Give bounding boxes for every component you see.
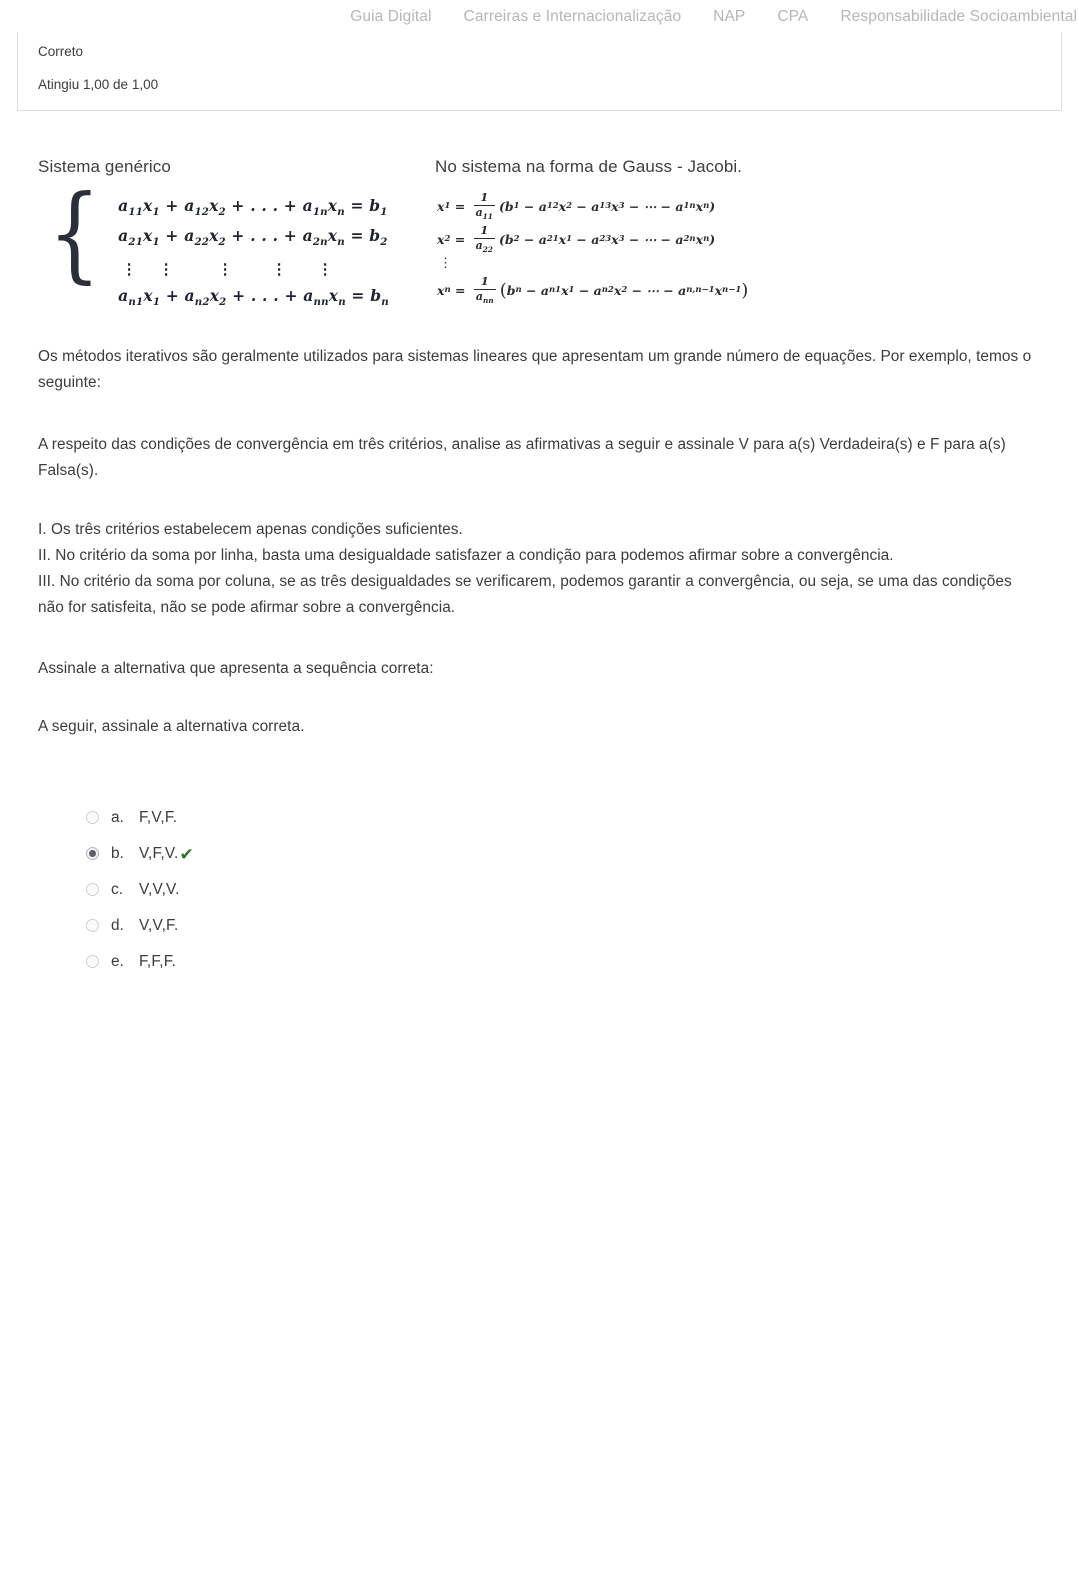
radio-button-d[interactable] xyxy=(86,919,99,932)
nav-item-responsabilidade-socioambiental[interactable]: Responsabilidade Socioambiental xyxy=(840,7,1077,25)
nav-item-cpa[interactable]: CPA xyxy=(777,7,809,25)
system-equation-row-2: $a_{21}x_1 + a_{22}x_2$ + . . . + $a_{2n}x_n = b_2$ xyxy=(118,225,388,248)
answer-text-e: F,F,F. xyxy=(139,952,177,970)
statement-iii: III. No critério da soma por coluna, se as três desigualdades se verificarem, podemos garantir a convergência, ou seja, se uma das condições não for satisfeita, não se pode afirmar sobre a convergência. xyxy=(38,572,1012,616)
statements-list xyxy=(38,517,1041,621)
feedback-grade-text: Atingiu 1,00 de 1,00 xyxy=(38,77,159,93)
paragraph-prompt-alternative: A seguir, assinale a alternativa correta. xyxy=(38,717,305,735)
answer-option-b[interactable] xyxy=(86,836,1041,872)
answer-option-c[interactable] xyxy=(86,872,1041,908)
answer-letter-d: d. xyxy=(111,916,124,934)
jacobi-equation-row-1: x 1 = $\frac{1}{a_{11}}$ (b 1 − a 12 x 2 − a 13 x 3 − ⋯ − a 1n x n ) xyxy=(437,190,716,221)
answer-text-b: V,F,V. xyxy=(139,844,179,862)
jacobi-equations xyxy=(433,190,1041,307)
feedback-status-text: Correto xyxy=(38,44,84,59)
correct-check-icon: ✔ xyxy=(179,845,194,865)
generic-system-heading: Sistema genérico xyxy=(38,156,171,176)
answer-letter-e: e. xyxy=(111,952,124,970)
top-navigation-bar xyxy=(0,0,1079,33)
generic-system-column xyxy=(38,157,433,314)
radio-button-b[interactable] xyxy=(86,847,99,860)
formula-block xyxy=(38,157,1041,314)
nav-item-carreiras-internacionalizacao[interactable]: Carreiras e Internacionalização xyxy=(463,7,682,25)
answer-option-d[interactable] xyxy=(86,908,1041,944)
nav-item-guia-digital[interactable]: Guia Digital xyxy=(350,7,432,25)
system-equation-row-n: $a_{n1}x_1 + a_{n2}x_2$ + . . . + $a_{nn}x_n = b_n$ xyxy=(118,285,389,308)
paragraph-intro: Os métodos iterativos são geralmente utilizados para sistemas lineares que apresentam um grande número de equações. Por exemplo, temos o seguinte: xyxy=(38,347,1032,391)
answer-letter-a: a. xyxy=(111,808,124,826)
radio-button-e[interactable] xyxy=(86,955,99,968)
top-nav-items xyxy=(350,8,1077,26)
radio-button-c[interactable] xyxy=(86,883,99,896)
answer-letter-b: b. xyxy=(111,844,124,862)
answer-text-d: V,V,F. xyxy=(139,916,179,934)
radio-button-a[interactable] xyxy=(86,811,99,824)
paragraph-about-convergence: A respeito das condições de convergência em três critérios, analise as afirmativas a seguir e assinale V para a(s) Verdadeira(s) e F para a(s) Falsa(s). xyxy=(38,435,1006,479)
generic-system-equations xyxy=(38,171,433,314)
nav-item-nap[interactable]: NAP xyxy=(713,7,746,25)
answer-option-e[interactable] xyxy=(86,944,1041,980)
answer-letter-c: c. xyxy=(111,880,123,898)
question-text-area xyxy=(0,157,1079,980)
jacobi-equation-row-n: x n = $\frac{1}{a_{nn}}$ ( b n − a n1 x 1 − a n2 x 2 − ⋯ − a n,n−1 x n−1 ) xyxy=(437,274,749,305)
system-lines xyxy=(118,190,389,314)
system-brace: { xyxy=(48,171,101,294)
jacobi-equation-row-2: x 2 = $\frac{1}{a_{22}}$ (b 2 − a 21 x 1 − a 23 x 3 − ⋯ − a 2n x n ) xyxy=(437,223,716,254)
answer-text-a: F,V,F. xyxy=(139,808,178,826)
jacobi-system-heading: No sistema na forma de Gauss - Jacobi. xyxy=(435,156,743,176)
statement-ii: II. No critério da soma por linha, basta uma desigualdade satisfazer a condição para podemos afirmar sobre a convergência. xyxy=(38,546,894,564)
question-feedback-box xyxy=(17,32,1062,111)
system-vertical-dots-row: ⋮ ⋮ ⋮ ⋮ ⋮ xyxy=(121,259,333,278)
system-equation-row-1: $a_{11}x_1 + a_{12}x_2$ + . . . + $a_{1n}x_n = b_1$ xyxy=(118,195,388,218)
jacobi-vertical-dots: ⋮ xyxy=(439,255,452,271)
jacobi-system-column xyxy=(433,157,1041,307)
answer-text-c: V,V,V. xyxy=(139,880,180,898)
statement-i: I. Os três critérios estabelecem apenas condições suficientes. xyxy=(38,520,463,538)
answer-options-list xyxy=(38,800,1041,980)
answer-option-a[interactable] xyxy=(86,800,1041,836)
paragraph-prompt-sequence: Assinale a alternativa que apresenta a sequência correta: xyxy=(38,659,434,677)
